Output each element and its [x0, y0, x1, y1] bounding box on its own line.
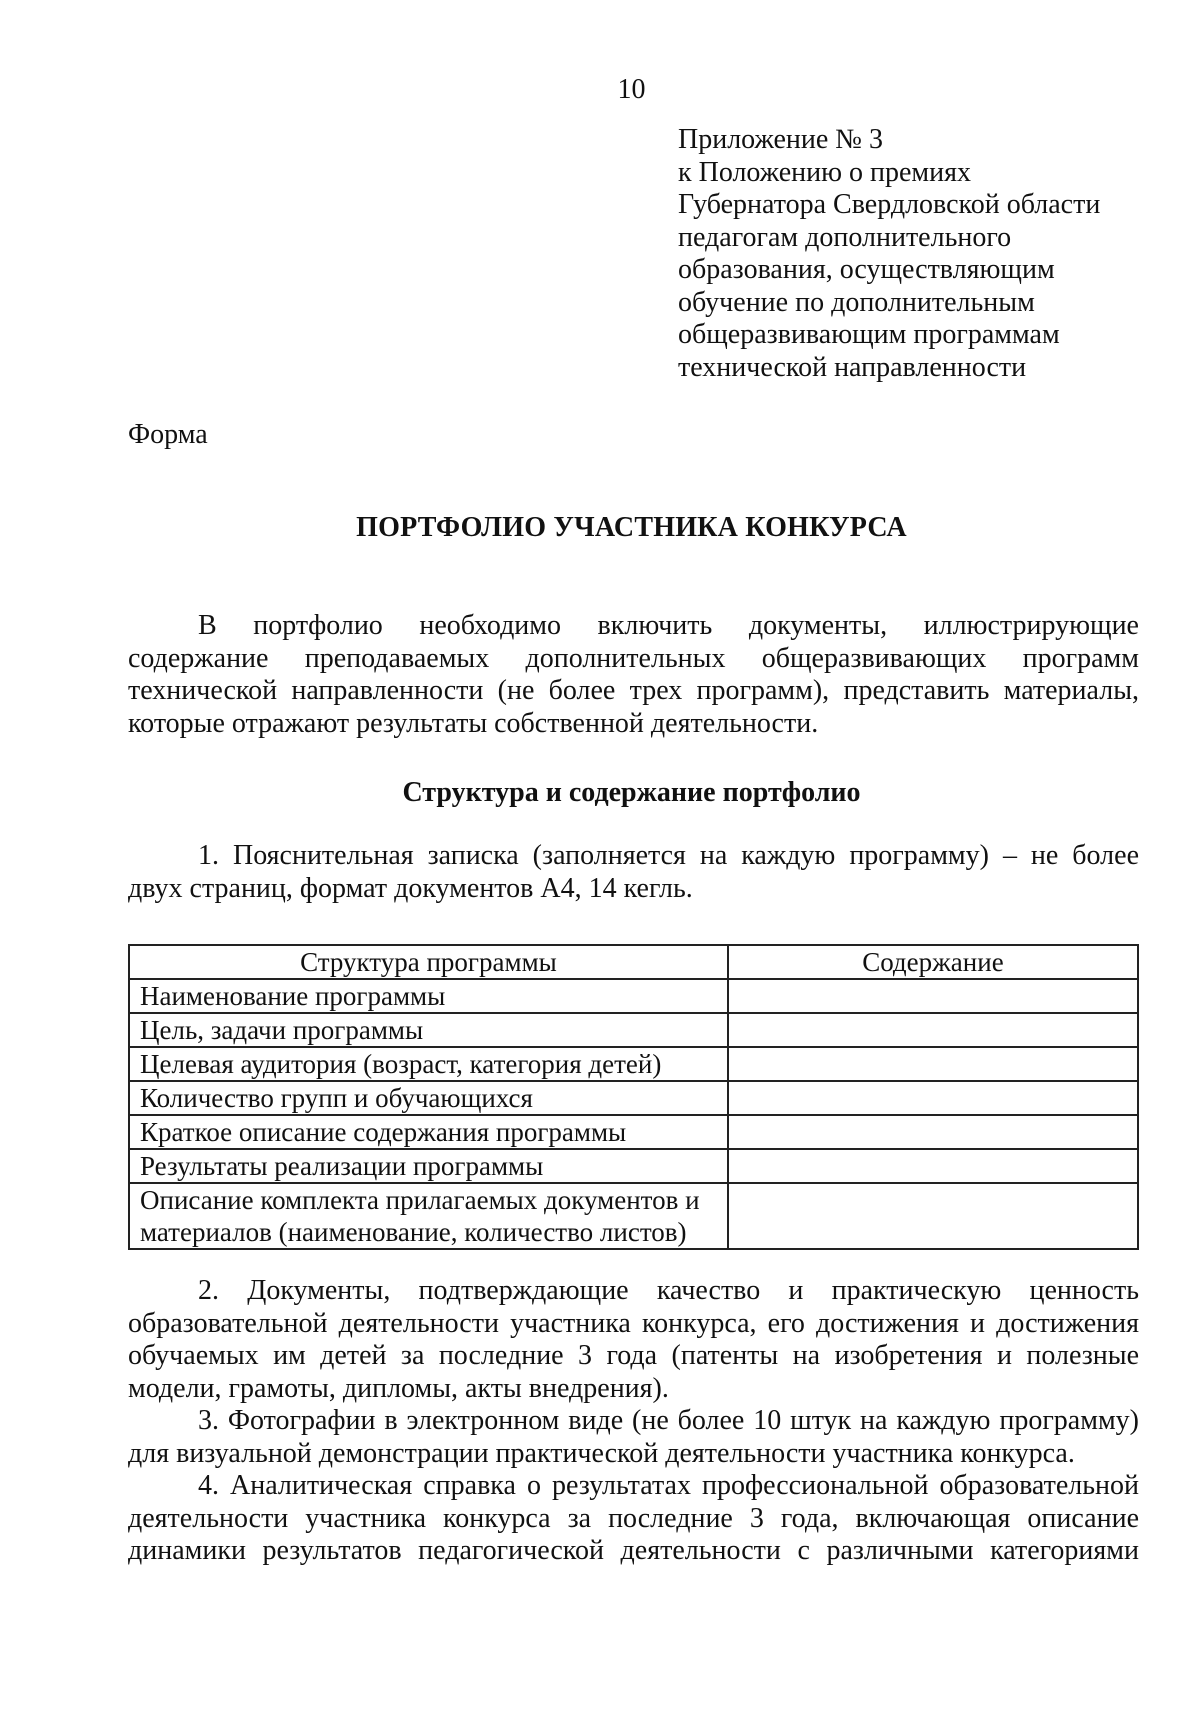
- text-line: 1. Пояснительная записка (заполняется на каждую программу) – не более: [198, 840, 1139, 871]
- table-row: [129, 1047, 1138, 1081]
- text-line: 2. Документы, подтверждающие качество и практическую ценность: [198, 1275, 1139, 1306]
- table-cell: Целевая аудитория (возраст, категория детей): [129, 1047, 728, 1081]
- text-line: модели, грамоты, дипломы, акты внедрения).: [128, 1372, 669, 1404]
- item-4-paragraph: [128, 1470, 1139, 1568]
- intro-paragraph: [128, 610, 1139, 740]
- section-title: Структура и содержание портфолио: [402, 777, 861, 808]
- text-line: обучаемых им детей за последние 3 года (патенты на изобретения и полезные: [128, 1340, 1139, 1371]
- text-line: деятельности участника конкурса за последние 3 года, включающая описание: [128, 1502, 1139, 1534]
- table-row: [129, 1183, 1138, 1249]
- appendix-line: к Положению о премиях: [678, 156, 972, 188]
- text-line: содержание преподаваемых дополнительных общеразвивающих программ: [128, 642, 1139, 674]
- appendix-line: Губернатора Свердловской области: [678, 189, 1101, 220]
- table-cell: [728, 1115, 1138, 1149]
- text-line: динамики результатов педагогической деятельности с различными категориями: [128, 1535, 1139, 1566]
- table-header-content: Содержание: [728, 945, 1138, 979]
- table-cell: [728, 1013, 1138, 1047]
- table-cell: Описание комплекта прилагаемых документов и материалов (наименование, количество листов): [129, 1183, 728, 1249]
- table-cell: Результаты реализации программы: [129, 1149, 728, 1183]
- table-cell: [728, 979, 1138, 1013]
- program-structure-table: [128, 944, 1139, 1250]
- appendix-line: общеразвивающим программам: [678, 319, 1060, 350]
- table-row: [129, 1081, 1138, 1115]
- form-label: Форма: [128, 419, 208, 450]
- table-cell: [728, 1149, 1138, 1183]
- item-2-paragraph: [128, 1275, 1139, 1405]
- text-line: двух страниц, формат документов А4, 14 кегль.: [128, 872, 693, 904]
- text-line: В портфолио необходимо включить документы, иллюстрирующие: [198, 610, 1139, 641]
- text-line: 4. Аналитическая справка о результатах профессиональной образовательной: [198, 1470, 1139, 1501]
- table-cell: [728, 1081, 1138, 1115]
- text-line: для визуальной демонстрации практической деятельности участника конкурса.: [128, 1437, 1075, 1469]
- table-cell: Наименование программы: [129, 979, 728, 1013]
- table-row: [129, 1149, 1138, 1183]
- appendix-header: [678, 124, 1100, 384]
- appendix-line: технической направленности: [678, 351, 1027, 383]
- text-line: технической направленности (не более трех программ), представить материалы,: [128, 675, 1139, 706]
- document-title: ПОРТФОЛИО УЧАСТНИКА КОНКУРСА: [356, 512, 907, 543]
- table-row: [129, 1115, 1138, 1149]
- page-number: 10: [617, 74, 646, 105]
- table-header-row: [129, 945, 1138, 979]
- item-1-paragraph: [128, 840, 1139, 905]
- appendix-line: педагогам дополнительного: [678, 221, 1012, 253]
- table-row: [129, 1013, 1138, 1047]
- table-header-structure: Структура программы: [129, 945, 728, 979]
- text-line: которые отражают результаты собственной деятельности.: [128, 707, 819, 739]
- text-line: 3. Фотографии в электронном виде (не более 10 штук на каждую программу): [198, 1405, 1139, 1436]
- table-cell: Цель, задачи программы: [129, 1013, 728, 1047]
- table-cell: [728, 1183, 1138, 1249]
- table-cell: Краткое описание содержания программы: [129, 1115, 728, 1149]
- text-line: образовательной деятельности участника конкурса, его достижения и достижения: [128, 1307, 1139, 1339]
- table-cell: [728, 1047, 1138, 1081]
- item-3-paragraph: [128, 1405, 1139, 1470]
- appendix-line: обучение по дополнительным: [678, 286, 1035, 318]
- appendix-line: Приложение № 3: [678, 124, 883, 155]
- appendix-line: образования, осуществляющим: [678, 254, 1055, 285]
- table-row: [129, 979, 1138, 1013]
- table-cell: Количество групп и обучающихся: [129, 1081, 728, 1115]
